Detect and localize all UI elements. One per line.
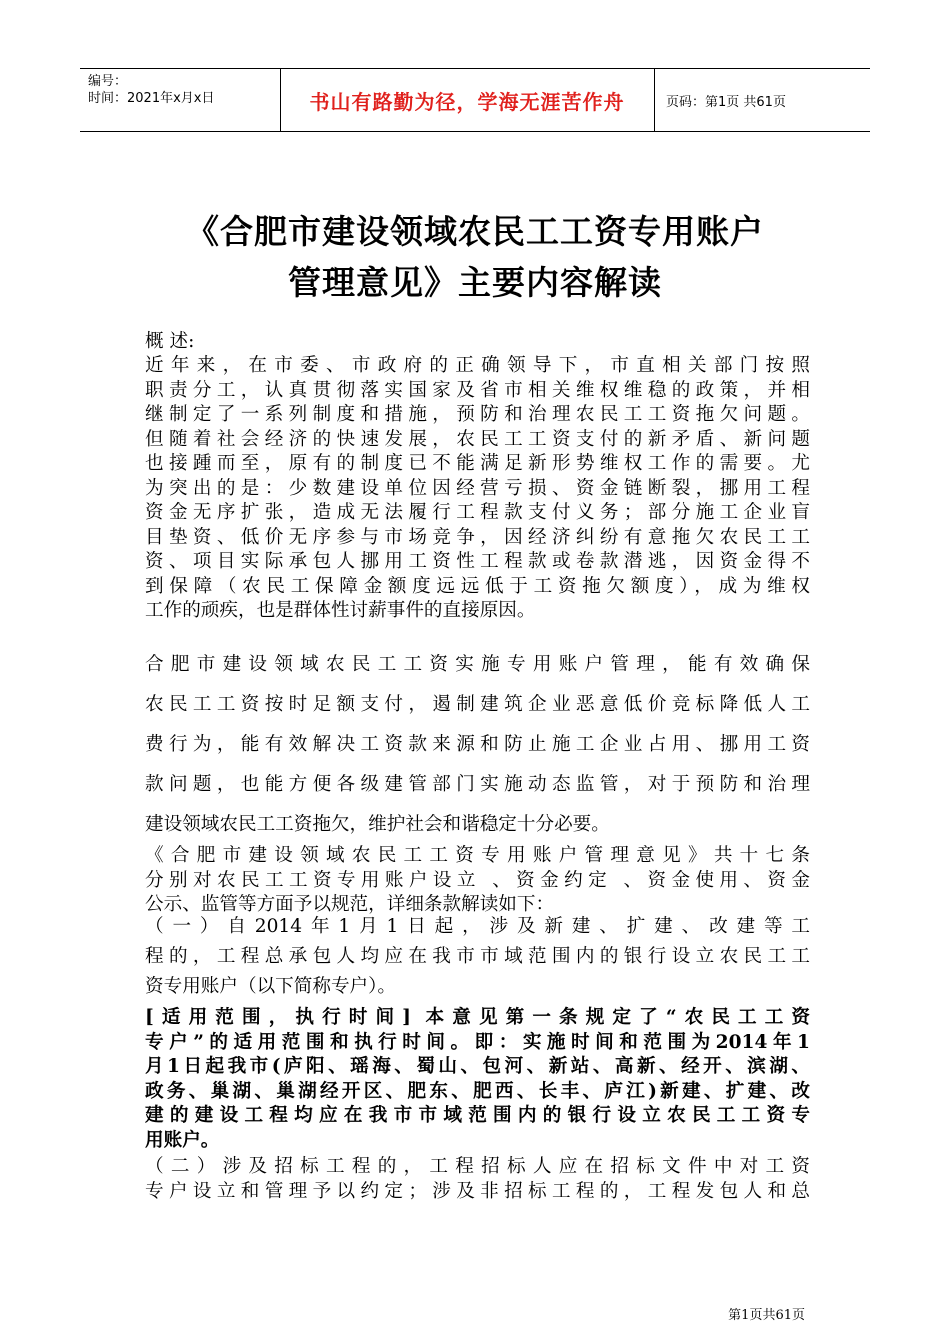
text-line: 农民工工资按时足额支付，遏制建筑企业恶意低价竞标降低人工 bbox=[145, 694, 810, 715]
text-line: 月1日起我市(庐阳、瑶海、蜀山、包河、新站、高新、经开、滨湖、 bbox=[145, 1056, 810, 1077]
text-line: 资专用账户（以下简称专户）。 bbox=[145, 976, 397, 997]
text-line: 用账户。 bbox=[145, 1129, 220, 1151]
text-line: 分别对农民工工资专用账户设立 、资金约定 、资金使用、资金 bbox=[145, 869, 810, 891]
text-line: 工作的顽疾，也是群体性讨薪事件的直接原因。 bbox=[145, 600, 536, 621]
document-title-line1: 《合肥市建设领域农民工工资专用账户 bbox=[186, 212, 764, 251]
text-line: 近年来，在市委、市政府的正确领导下，市直相关部门按照 bbox=[145, 355, 810, 376]
text-line: 专户设立和管理予以约定；涉及非招标工程的，工程发包人和总 bbox=[145, 1180, 810, 1202]
text-line: 合肥市建设领域农民工工资实施专用账户管理，能有效确保 bbox=[145, 654, 810, 675]
page-footer: 第1页共61页 bbox=[728, 1308, 805, 1323]
text-line: 公示、监管等方面予以规范，详细条款解读如下： bbox=[145, 894, 555, 915]
text-line: 程的，工程总承包人均应在我市市域范围内的银行设立农民工工 bbox=[145, 946, 810, 967]
header-divider bbox=[654, 69, 655, 131]
text-line: 《合肥市建设领域农民工工资专用账户管理意见》共十七条 bbox=[145, 845, 810, 866]
header-meta bbox=[80, 69, 280, 131]
text-line: 建的建设工程均应在我市市域范围内的银行设立农民工工资专 bbox=[145, 1105, 810, 1126]
text-line: 也接踵而至，原有的制度已不能满足新形势维权工作的需要。尤 bbox=[145, 453, 810, 474]
document-title-line2: 管理意见》主要内容解读 bbox=[288, 263, 662, 302]
text-line: 款问题，也能方便各级建管部门实施动态监管，对于预防和治理 bbox=[145, 774, 810, 795]
text-line: 但随着社会经济的快速发展，农民工工资支付的新矛盾、新问题 bbox=[145, 428, 810, 450]
document-header bbox=[80, 68, 870, 132]
text-line: 为突出的是：少数建设单位因经营亏损、资金链断裂，挪用工程 bbox=[145, 477, 810, 499]
text-line: 继制定了一系列制度和措施，预防和治理农民工工资拖欠问题。 bbox=[145, 404, 810, 425]
motto: 书山有路勤为径，学海无涯苦作舟 bbox=[309, 89, 625, 114]
text-line: （一）自2014年1月1日起，涉及新建、扩建、改建等工 bbox=[145, 916, 810, 937]
time-label: 时间：2021年x月x日 bbox=[88, 91, 215, 106]
overview-label: 概 述: bbox=[145, 331, 195, 352]
text-line: [适用范围，执行时间] 本意见第一条规定了“农民工工资 bbox=[145, 1007, 810, 1028]
text-line: 费行为，能有效解决工资款来源和防止施工企业占用、挪用工资 bbox=[145, 734, 810, 755]
text-line: 职责分工，认真贯彻落实国家及省市相关维权维稳的政策，并相 bbox=[145, 379, 810, 401]
text-line: 目垫资、低价无序参与市场竞争，因经济纠纷有意拖欠农民工工 bbox=[145, 526, 810, 548]
text-line: 政务、巢湖、巢湖经开区、肥东、肥西、长丰、庐江)新建、扩建、改 bbox=[145, 1080, 810, 1102]
text-line: 资金无序扩张，造成无法履行工程款支付义务；部分施工企业盲 bbox=[145, 502, 810, 523]
text-line: 建设领域农民工工资拖欠，维护社会和谐稳定十分必要。 bbox=[145, 814, 610, 835]
text-line: 到保障（农民工保障金额度远远低于工资拖欠额度），成为维权 bbox=[145, 575, 810, 597]
number-label: 编号： bbox=[88, 74, 128, 89]
text-line: 资、项目实际承包人挪用工资性工程款或卷款潜逃，因资金得不 bbox=[145, 551, 810, 572]
text-line: （二）涉及招标工程的，工程招标人应在招标文件中对工资 bbox=[145, 1156, 810, 1177]
text-line: 专户”的适用范围和执行时间。即：实施时间和范围为2014年1 bbox=[145, 1031, 810, 1053]
page-info: 页码：第1页 共61页 bbox=[666, 94, 786, 110]
